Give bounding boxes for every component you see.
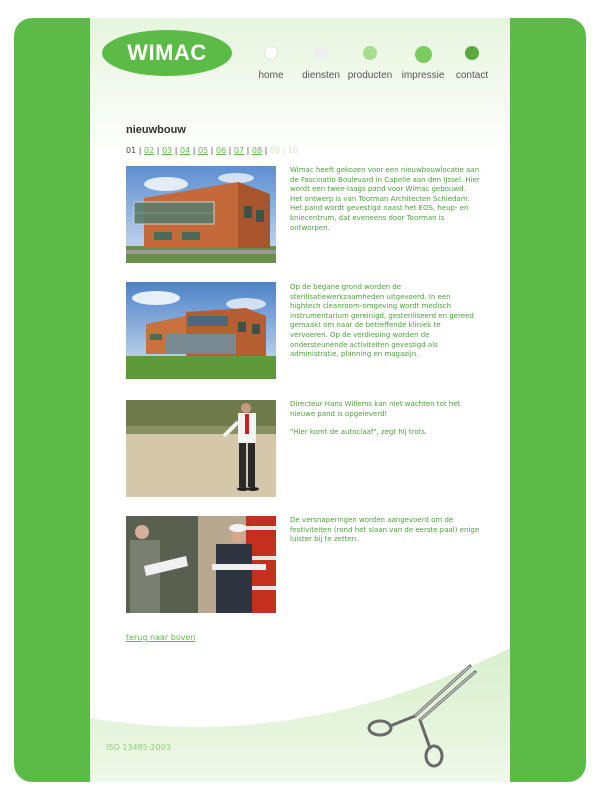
content-panel xyxy=(90,18,510,782)
section-2-paragraph: Op de begane grond worden de sterilisatiewerkzaamheden uitgevoerd. In een hightech cleanroom-omgeving wordt medisch instrumentarium gereinigd, gesteriliseerd en gereed gemaakt om naar de betreffende kliniek te vervoeren. Op de verdieping worden de ondersteunende activiteiten gevestigd als administratie, planning en magazijn. xyxy=(290,283,474,359)
nav-producten-label: producten xyxy=(347,70,393,81)
nav-impressie-dot-icon xyxy=(415,46,432,63)
section-1-text xyxy=(290,166,480,233)
section-4-text xyxy=(290,516,480,545)
pager-03[interactable]: 03 xyxy=(161,146,173,155)
section-2-text xyxy=(290,283,480,360)
nav-contact-label: contact xyxy=(455,70,489,81)
section-1-paragraph: Wimac heeft gekozen voor een nieuwbouwlocatie aan de Fascinatio Boulevard in Capelle aan den IJssel. Hier wordt een twee-laags pand voor Wimac gebouwd. Het ontwerp is van Toorman Architecten Schiedam. Het pand wordt gevestigd naast het EOS, heup- en kniecentrum, dat eveneens door Toorman is ontworpen. xyxy=(290,166,480,232)
page-title: nieuwbouw xyxy=(126,124,186,136)
pager-07[interactable]: 07 xyxy=(233,146,245,155)
pager-10: 10 xyxy=(287,146,299,155)
nav-producten-dot-icon xyxy=(363,46,377,60)
nav-diensten-dot-icon xyxy=(314,46,328,60)
nav-producten[interactable] xyxy=(340,46,400,81)
section-3-paragraph-1: Directeur Hans Willems kan niet wachten tot het nieuwe pand is opgeleverd! xyxy=(290,400,461,418)
photo-building-render xyxy=(126,166,276,263)
forceps-icon xyxy=(360,658,480,768)
page-pager: 01 | 02 | 03 | 04 | 05 | 06 | 07 | 08 | 09 | 10 xyxy=(126,146,299,155)
nav-diensten-label: diensten xyxy=(302,70,340,81)
building-render-image xyxy=(126,166,276,263)
nav-contact-dot-icon xyxy=(465,46,479,60)
photo-building-render-2 xyxy=(126,282,276,379)
main-navigation xyxy=(90,46,510,86)
pager-06[interactable]: 06 xyxy=(215,146,227,155)
pager-04[interactable]: 04 xyxy=(179,146,191,155)
director-photo-image xyxy=(126,400,276,497)
building-render-2-image xyxy=(126,282,276,379)
back-to-top-link[interactable]: terug naar boven xyxy=(126,633,196,642)
photo-festivities xyxy=(126,516,276,613)
pager-02[interactable]: 02 xyxy=(143,146,155,155)
section-3-text xyxy=(290,400,480,438)
pager-08[interactable]: 08 xyxy=(251,146,263,155)
festivities-photo-image xyxy=(126,516,276,613)
section-4-paragraph: De versnaperingen worden aangevoerd om de festiviteiten (rond het slaan van de eerste paal) enige luister bij te zetten. xyxy=(290,516,480,544)
pager-05[interactable]: 05 xyxy=(197,146,209,155)
photo-director xyxy=(126,400,276,497)
pager-01: 01 xyxy=(126,146,137,155)
wimac-logo[interactable]: WIMAC xyxy=(102,30,232,76)
nav-impressie-label: impressie xyxy=(401,70,445,81)
pager-09: 09 xyxy=(269,146,281,155)
nav-home-label: home xyxy=(258,70,284,81)
nav-contact[interactable] xyxy=(442,46,502,81)
iso-certification: ISO 13485:2003 xyxy=(106,743,171,752)
page-frame xyxy=(14,18,586,782)
nav-home-dot-icon xyxy=(264,46,278,60)
section-3-paragraph-2: "Hier komt de autoclaaf", zegt hij trots. xyxy=(290,428,428,437)
